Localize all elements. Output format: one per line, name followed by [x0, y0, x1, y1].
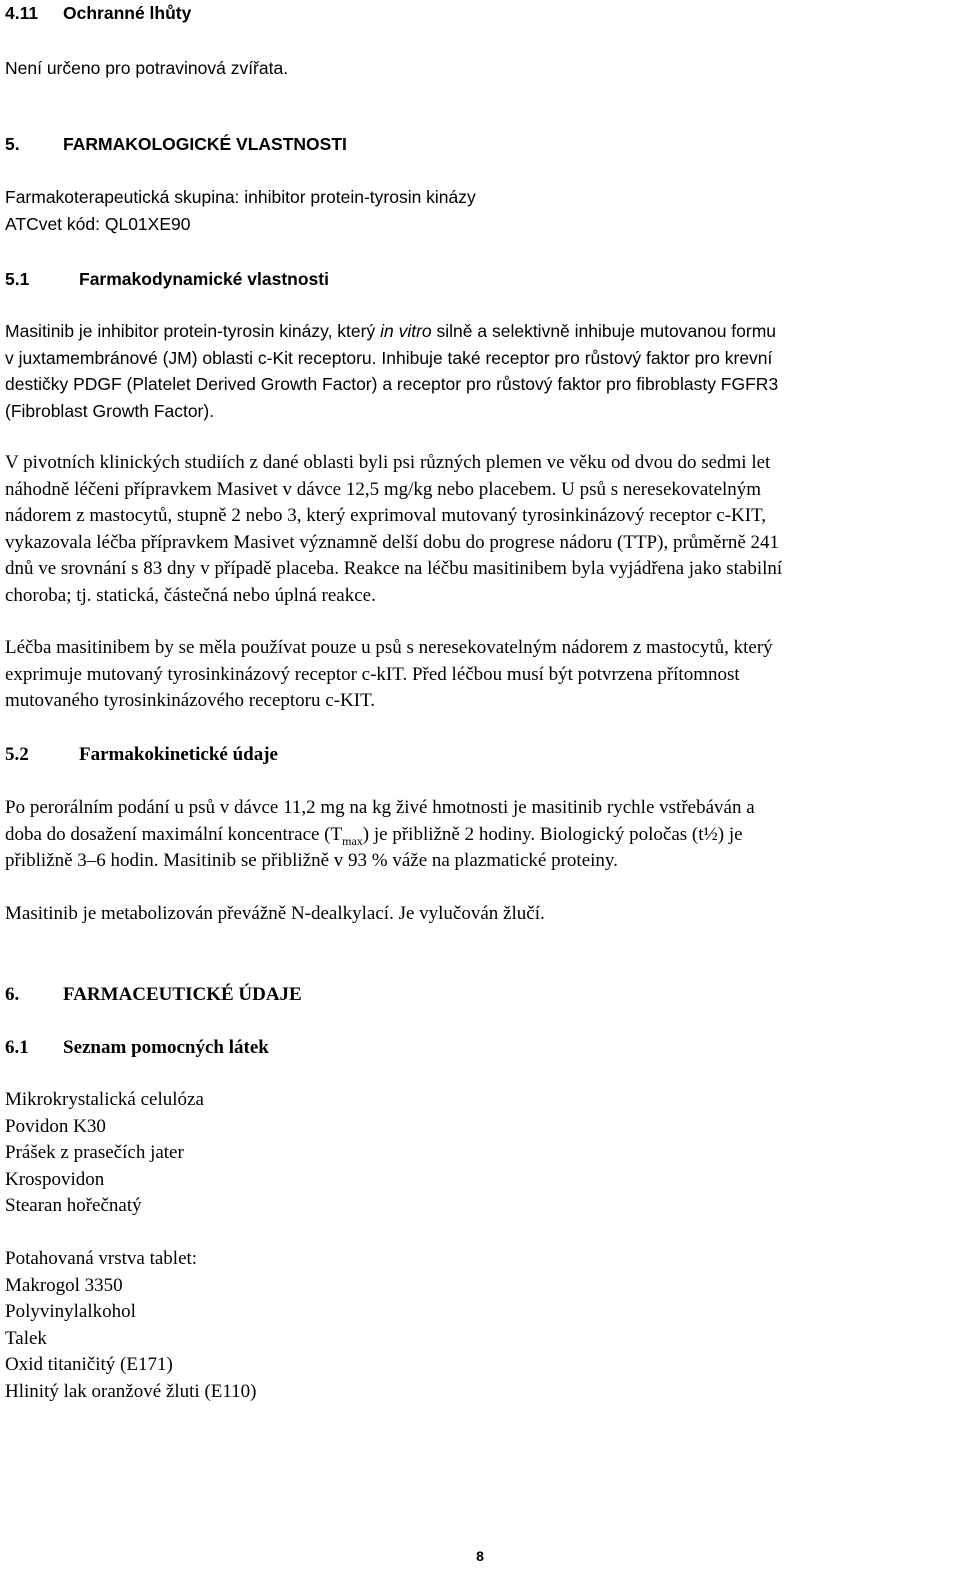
section-5-classification — [5, 184, 955, 237]
atcvet-code: ATCvet kód: QL01XE90 — [5, 213, 191, 234]
section-title: Seznam pomocných látek — [63, 1037, 269, 1058]
paragraph-line: v juxtamembránové (JM) oblasti c-Kit receptoru. Inhibuje také receptor pro růstový faktor pro krevní — [5, 347, 773, 368]
paragraph-line: dnů ve srovnání s 83 dny v případě placeba. Reakce na léčbu masitinibem byla vyjádřena jako stabilní — [5, 558, 783, 579]
list-item: Talek — [5, 1327, 47, 1349]
paragraph-line: náhodně léčeni přípravkem Masivet v dávce 12,5 mg/kg nebo placebem. U psů s neresekovatelným — [5, 478, 762, 500]
list-item: Krospovidon — [5, 1168, 105, 1190]
pharmacodynamics-paragraph-2 — [5, 450, 955, 609]
section-title: Farmakodynamické vlastnosti — [79, 269, 329, 289]
list-item: Hlinitý lak oranžové žluti (E110) — [5, 1380, 257, 1402]
paragraph-line: mutovaného tyrosinkinázového receptoru c-KIT. — [5, 690, 376, 711]
paragraph-line: V pivotních klinických studiích z dané oblasti byli psi různých plemen ve věku od dvou do sedmi let — [5, 452, 771, 473]
section-5-heading — [5, 131, 955, 158]
list-item: Prášek z prasečích jater — [5, 1142, 184, 1163]
section-number: 5. — [5, 134, 20, 154]
paragraph-line: nádorem z mastocytů, stupně 2 nebo 3, který exprimoval mutovaný tyrosinkinázový receptor c-KIT, — [5, 505, 767, 526]
paragraph-line — [5, 822, 955, 849]
section-4-11-heading — [5, 0, 955, 27]
paragraph-line: Léčba masitinibem by se měla používat pouze u psů s neresekovatelným nádorem z mastocytů, který — [5, 637, 773, 658]
text-run: Masitinib je inhibitor protein-tyrosin kinázy, který — [5, 321, 381, 341]
pharmacodynamics-paragraph-3 — [5, 635, 955, 715]
section-5-2-heading — [5, 742, 955, 769]
pharmacokinetics-paragraph-2: Masitinib je metabolizován převážně N-dealkylací. Je vylučován žlučí. — [5, 903, 545, 924]
text-run: doba do dosažení maximální koncentrace (T — [5, 823, 343, 845]
text-run: ) je přibližně 2 hodiny. Biologický poločas (t½) je — [362, 823, 743, 845]
section-title: FARMACEUTICKÉ ÚDAJE — [63, 984, 302, 1005]
section-title: Farmakokinetické údaje — [79, 744, 278, 765]
paragraph-line: vykazovala léčba přípravkem Masivet významně delší dobu do progrese nádoru (TTP), průměrně 241 — [5, 531, 779, 553]
section-5-1-heading — [5, 266, 955, 293]
italic-term: in vitro — [380, 321, 432, 341]
section-number: 6. — [5, 984, 20, 1005]
tablet-coating-excipients — [5, 1246, 955, 1405]
pharmacotherapeutic-group: Farmakoterapeutická skupina: inhibitor protein-tyrosin kinázy — [5, 187, 476, 207]
coating-label: Potahovaná vrstva tablet: — [5, 1248, 198, 1269]
paragraph-line: choroba; tj. statická, částečná nebo úplná reakce. — [5, 584, 376, 606]
section-6-heading — [5, 982, 955, 1009]
paragraph-line: exprimuje mutovaný tyrosinkinázový receptor c-kIT. Před léčbou musí být potvrzena přítomnost — [5, 663, 740, 685]
paragraph-line: (Fibroblast Growth Factor). — [5, 400, 215, 421]
section-title: FARMAKOLOGICKÉ VLASTNOSTI — [63, 134, 347, 154]
section-number: 5.2 — [5, 744, 29, 765]
list-item: Oxid titaničitý (E171) — [5, 1354, 173, 1375]
pharmacokinetics-paragraph-1 — [5, 795, 955, 875]
paragraph-line — [5, 318, 955, 345]
page-number: 8 — [476, 1548, 484, 1564]
paragraph-line: Po perorálním podání u psů v dávce 11,2 mg na kg živé hmotnosti je masitinib rychle vstřebáván a — [5, 797, 755, 818]
paragraph-line: destičky PDGF (Platelet Derived Growth Factor) a receptor pro růstový faktor pro fibroblasty FGFR3 — [5, 374, 779, 394]
list-item: Mikrokrystalická celulóza — [5, 1089, 204, 1110]
list-item: Polyvinylalkohol — [5, 1301, 136, 1322]
pharmacodynamics-paragraph-1 — [5, 318, 955, 424]
list-item: Povidon K30 — [5, 1115, 106, 1137]
subscript: max — [342, 833, 363, 848]
section-6-1-heading — [5, 1035, 955, 1062]
section-number: 5.1 — [5, 269, 30, 289]
list-item: Stearan hořečnatý — [5, 1195, 142, 1216]
section-4-11-text: Není určeno pro potravinová zvířata. — [5, 58, 289, 78]
section-number: 6.1 — [5, 1037, 29, 1058]
list-item: Makrogol 3350 — [5, 1274, 123, 1296]
text-run: silně a selektivně inhibuje mutovanou formu — [431, 321, 777, 341]
section-number: 4.11 — [5, 3, 39, 23]
paragraph-line: přibližně 3–6 hodin. Masitinib se přibližně v 93 % váže na plazmatické proteiny. — [5, 850, 618, 871]
section-title: Ochranné lhůty — [63, 3, 192, 23]
tablet-core-excipients — [5, 1087, 955, 1220]
